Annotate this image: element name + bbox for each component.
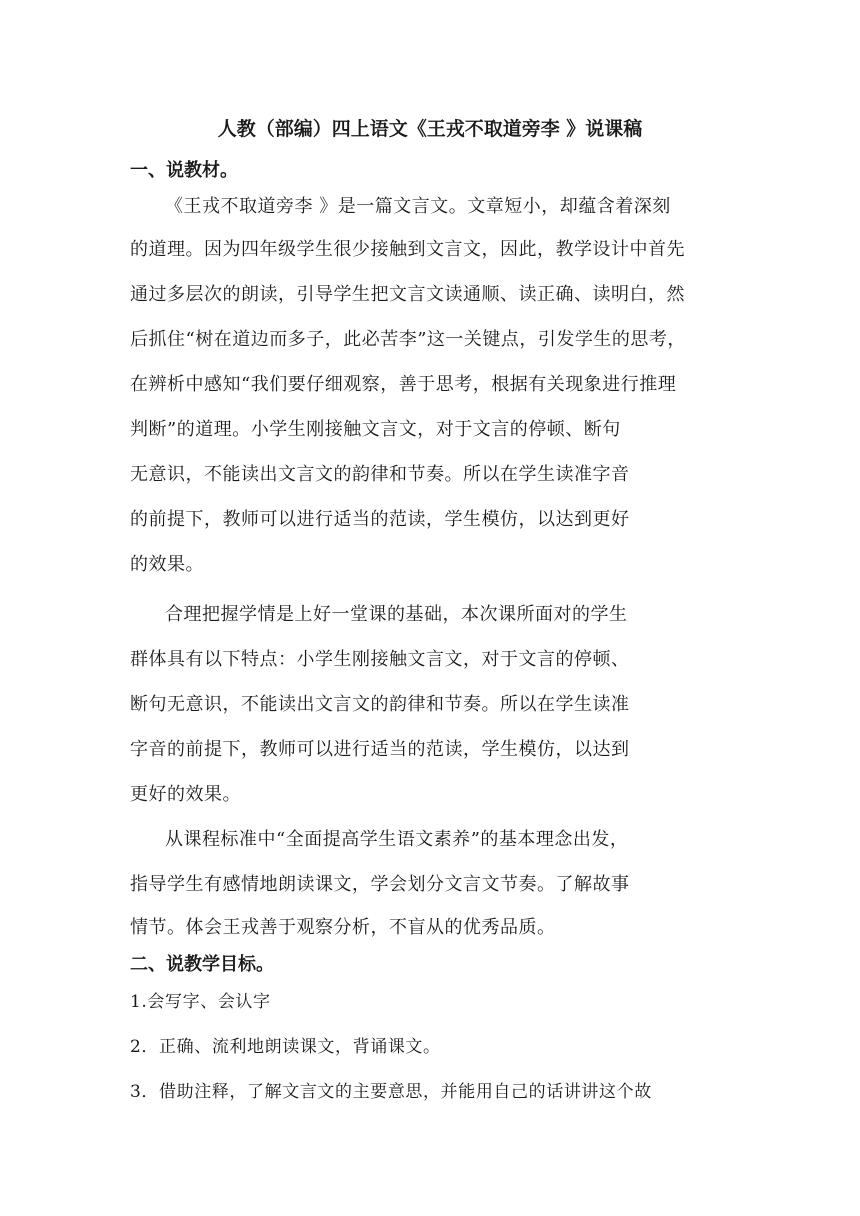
paragraph-line: 判断”的道理。小学生刚接触文言文，对于文言的停顿、断句 xyxy=(130,419,621,440)
paragraph-line: 的道理。因为四年级学生很少接触到文言文，因此，教学设计中首先 xyxy=(130,239,685,260)
section-heading-teaching-material: 一、说教材。 xyxy=(130,160,238,181)
paragraph-line: 在辨析中感知“我们要仔细观察，善于思考，根据有关现象进行推理 xyxy=(130,374,677,395)
paragraph-line: 断句无意识，不能读出文言文的韵律和节奏。所以在学生读准 xyxy=(130,694,630,715)
objective-item: 2．正确、流利地朗读课文，背诵课文。 xyxy=(130,1037,441,1057)
paragraph-line: 群体具有以下特点：小学生刚接触文言文，对于文言的停顿、 xyxy=(130,649,630,670)
paragraph-line: 指导学生有感情地朗读课文，学会划分文言文节奏。了解故事 xyxy=(130,874,630,895)
paragraph-line: 合理把握学情是上好一堂课的基础，本次课所面对的学生 xyxy=(165,604,628,625)
paragraph-line: 《王戎不取道旁李 》是一篇文言文。文章短小，却蕴含着深刻 xyxy=(165,196,671,217)
paragraph-line: 更好的效果。 xyxy=(130,784,241,805)
document-title: 人教（部编）四上语文《王戎不取道旁李 》说课稿 xyxy=(217,118,643,140)
paragraph-line: 的前提下，教师可以进行适当的范读，学生模仿，以达到更好 xyxy=(130,509,630,530)
section-heading-teaching-objectives: 二、说教学目标。 xyxy=(130,954,274,975)
objective-item: 1.会写字、会认字 xyxy=(130,992,271,1012)
paragraph-line: 通过多层次的朗读，引导学生把文言文读通顺、读正确、读明白，然 xyxy=(130,284,685,305)
paragraph-line: 情节。体会王戎善于观察分析，不盲从的优秀品质。 xyxy=(130,917,556,938)
paragraph-line: 从课程标准中“全面提高学生语文素养”的基本理念出发， xyxy=(165,829,629,850)
paragraph-line: 无意识，不能读出文言文的韵律和节奏。所以在学生读准字音 xyxy=(130,464,630,485)
objective-item: 3．借助注释，了解文言文的主要意思，并能用自己的话讲讲这个故 xyxy=(130,1082,652,1102)
paragraph-line: 后抓住“树在道边而多子，此必苦李”这一关键点，引发学生的思考， xyxy=(130,329,686,350)
paragraph-line: 的效果。 xyxy=(130,554,204,575)
paragraph-line: 字音的前提下，教师可以进行适当的范读，学生模仿，以达到 xyxy=(130,739,630,760)
